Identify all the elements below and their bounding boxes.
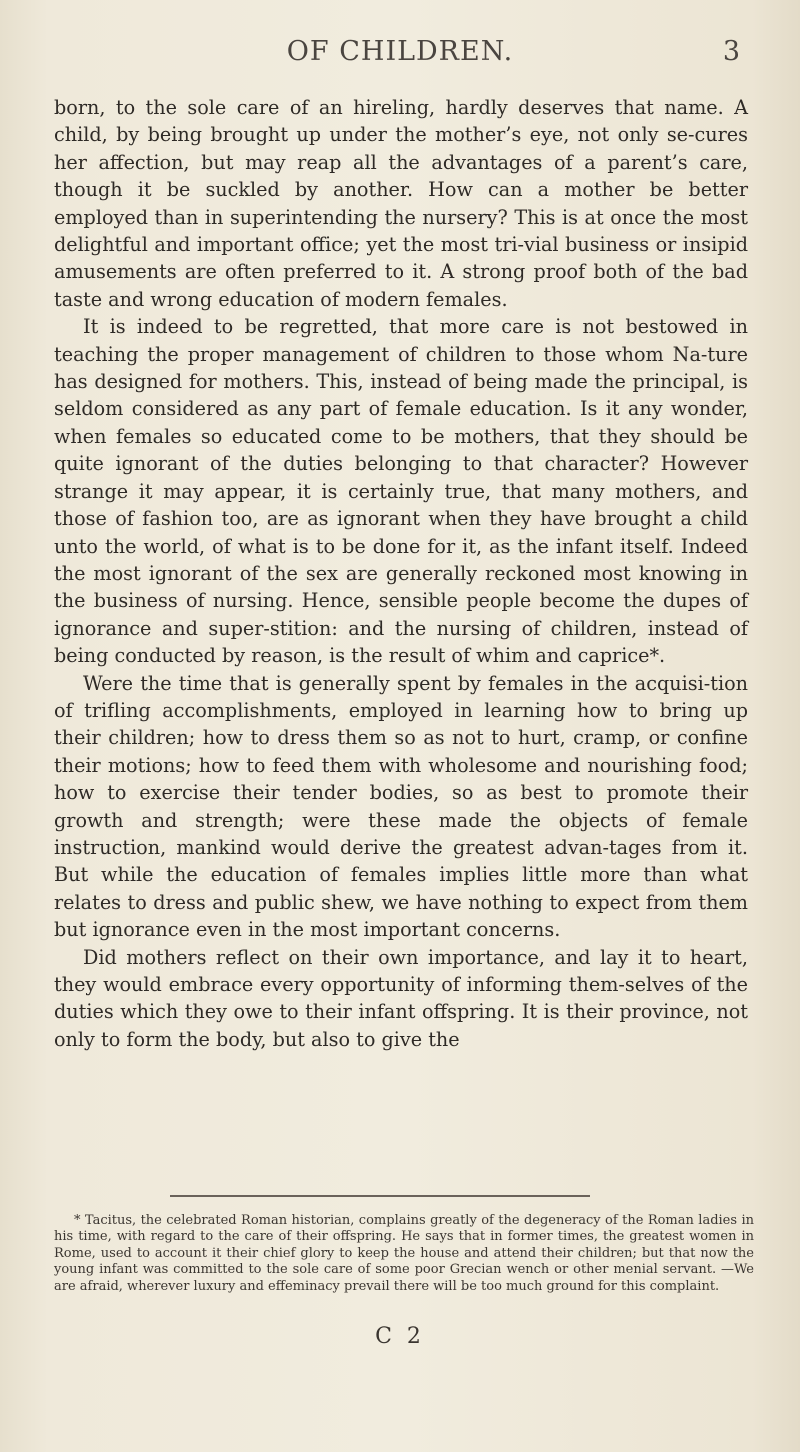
paragraph-1: born, to the sole care of an hireling, hardly deserves that name. A child, by being brought up under the mother’s eye, not only se-cures her affection, but may reap all the advantages of a parent’s care, though it be suckled by another. How can a mother be better employed than in superintending the nursery? This is at once the most delightful and important office; yet the most tri-vial business or insipid amusements are often preferred to it. A strong proof both of the bad taste and wrong education of modern females.: [54, 96, 748, 311]
running-title: OF CHILDREN.: [286, 36, 514, 67]
signature-mark: C 2: [375, 1324, 425, 1349]
page-number: 3: [722, 36, 740, 67]
footnote-rule: [170, 1195, 590, 1197]
paragraph-2: It is indeed to be regretted, that more care is not bestowed in teaching the proper management of children to those whom Na-ture has designed for mothers. This, instead of being made the principal, is seldom considered as any part of female education. Is it any wonder, when females so educated come to be mothers, that they should be quite ignorant of the duties belonging to that character? However strange it may appear, it is certainly true, that many mothers, and those of fashion too, are as ignorant when they have brought a child unto the world, of what is to be done for it, as the infant itself. Indeed the most ignorant of the sex are generally reckoned most knowing in the business of nursing. Hence, sensible people become the dupes of ignorance and super-stition: and the nursing of children, instead of being conducted by reason, is the result of whim and caprice*.: [54, 315, 748, 668]
paragraph-3: Were the time that is generally spent by females in the acquisi-tion of trifling accomplishments, employed in learning how to bring up their children; how to dress them so as not to hurt, cramp, or confine their motions; how to feed them with wholesome and nourishing food; how to exercise their tender bodies, so as best to promote their growth and strength; were these made the objects of female instruction, mankind would derive the greatest advan-tages from it. But while the education of females implies little more than what relates to dress and public shew, we have nothing to expect from them but ignorance even in the most important concerns.: [54, 671, 748, 942]
body-text: [54, 94, 748, 1053]
footnote: [54, 1213, 754, 1295]
running-header: [60, 36, 740, 76]
footnote-text: * Tacitus, the celebrated Roman historian, complains greatly of the degeneracy of the Roman ladies in his time, with regard to the care of their offspring. He says that in former times, the greatest women in Rome, used to account it their chief glory to keep the house and attend their children; but that now the young infant was committed to the sole care of some poor Grecian wench or other menial servant. —We are afraid, wherever luxury and effeminacy prevail there will be too much ground for this complaint.: [54, 1213, 754, 1294]
paragraph-4: Did mothers reflect on their own importance, and lay it to heart, they would embrace every opportunity of informing them-selves of the duties which they owe to their infant offspring. It is their province, not only to form the body, but also to give the: [54, 945, 748, 1051]
